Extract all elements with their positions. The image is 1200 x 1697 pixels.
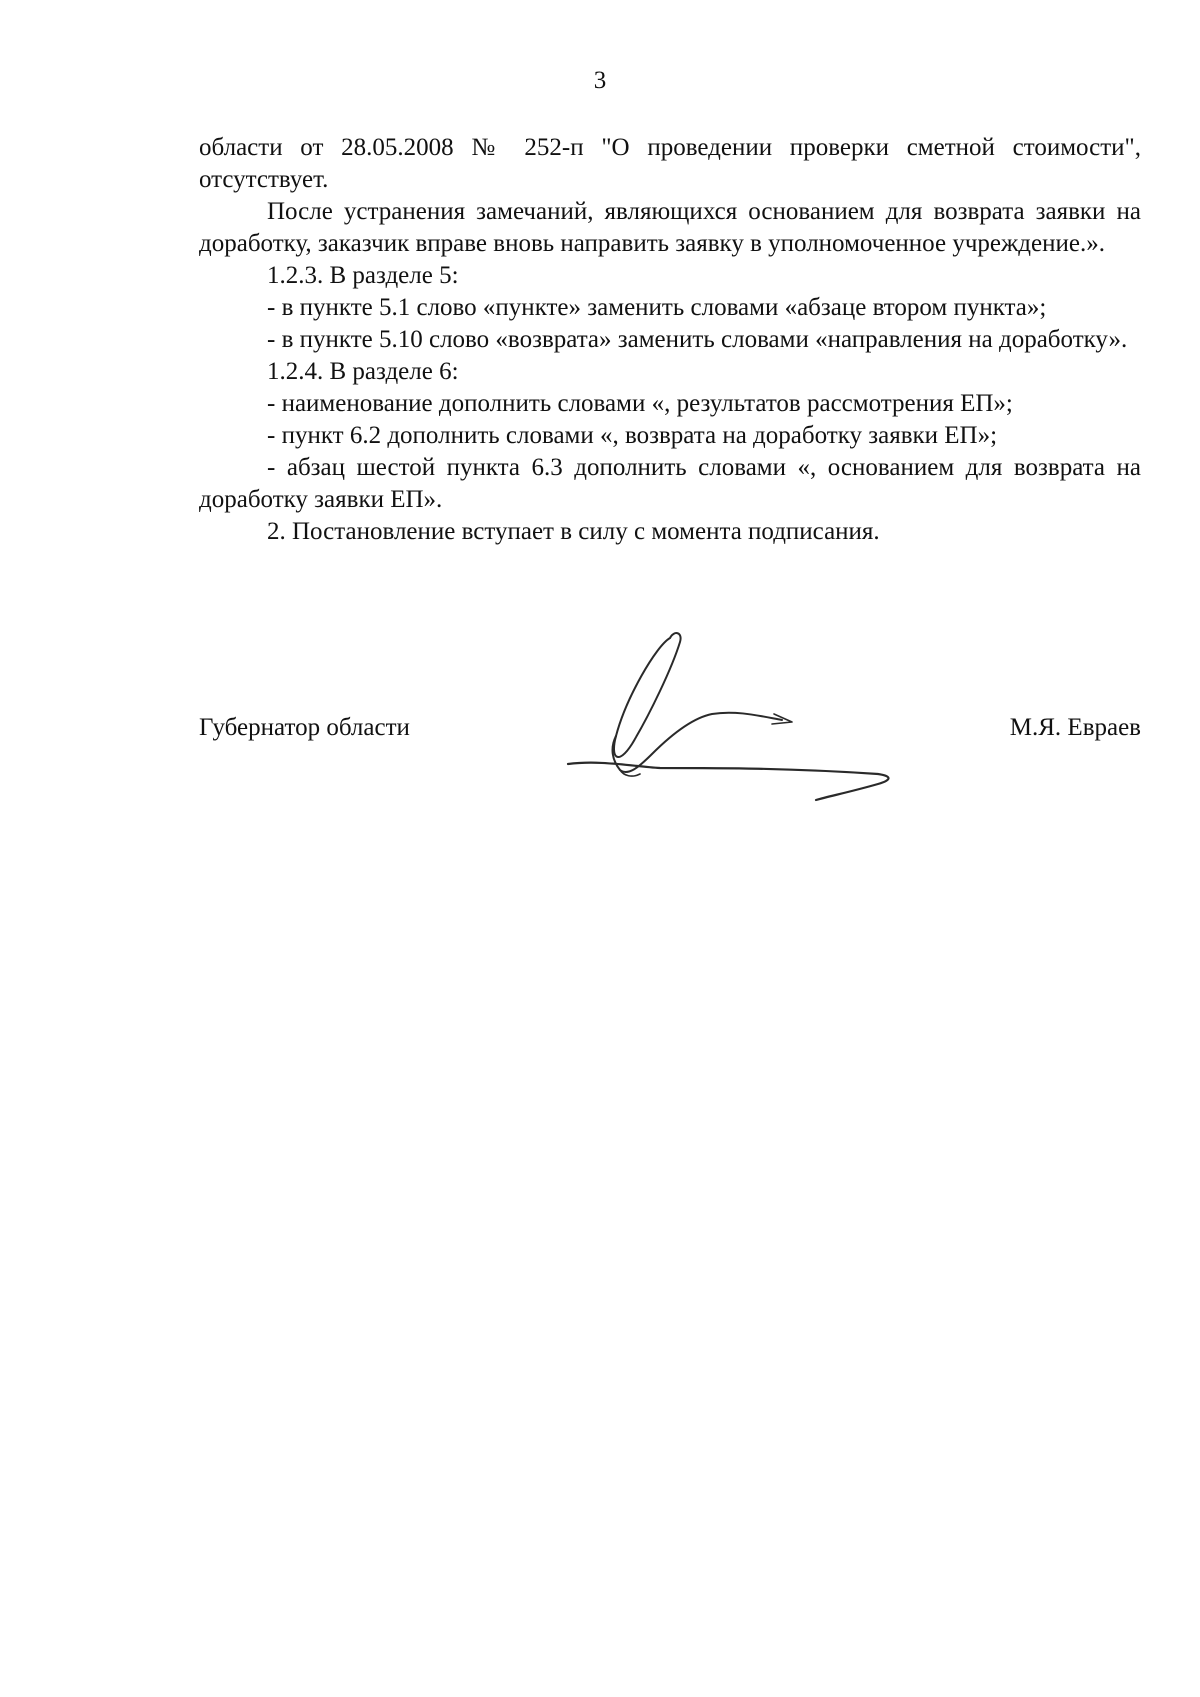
paragraph-2: После устранения замечаний, являющихся основанием для возврата заявки на доработку, заказчик вправе вновь направить заявку в уполномоченное учреждение.».	[199, 198, 1141, 257]
signer-name: М.Я. Евраев	[1009, 714, 1141, 741]
paragraph-7: - наименование дополнить словами «, результатов рассмотрения ЕП»;	[267, 390, 1013, 417]
page-number: 3	[593, 67, 607, 94]
paragraph-3: 1.2.3. В разделе 5:	[267, 262, 459, 289]
paragraph-9: - абзац шестой пункта 6.3 дополнить словами «, основанием для возврата на доработку заявки ЕП».	[199, 454, 1141, 513]
document-body	[199, 132, 1141, 548]
signer-title: Губернатор области	[199, 714, 410, 741]
paragraph-1: области от 28.05.2008 № 252-п "О проведении проверки сметной стоимости", отсутствует.	[199, 134, 1141, 193]
paragraph-5: - в пункте 5.10 слово «возврата» заменить словами «направления на доработку».	[267, 326, 1128, 353]
paragraph-4: - в пункте 5.1 слово «пункте» заменить словами «абзаце втором пункта»;	[267, 294, 1047, 321]
paragraph-6: 1.2.4. В разделе 6:	[267, 358, 459, 385]
paragraph-10: 2. Постановление вступает в силу с момента подписания.	[267, 518, 880, 545]
handwritten-signature	[560, 628, 940, 808]
paragraph-8: - пункт 6.2 дополнить словами «, возврата на доработку заявки ЕП»;	[267, 422, 998, 449]
